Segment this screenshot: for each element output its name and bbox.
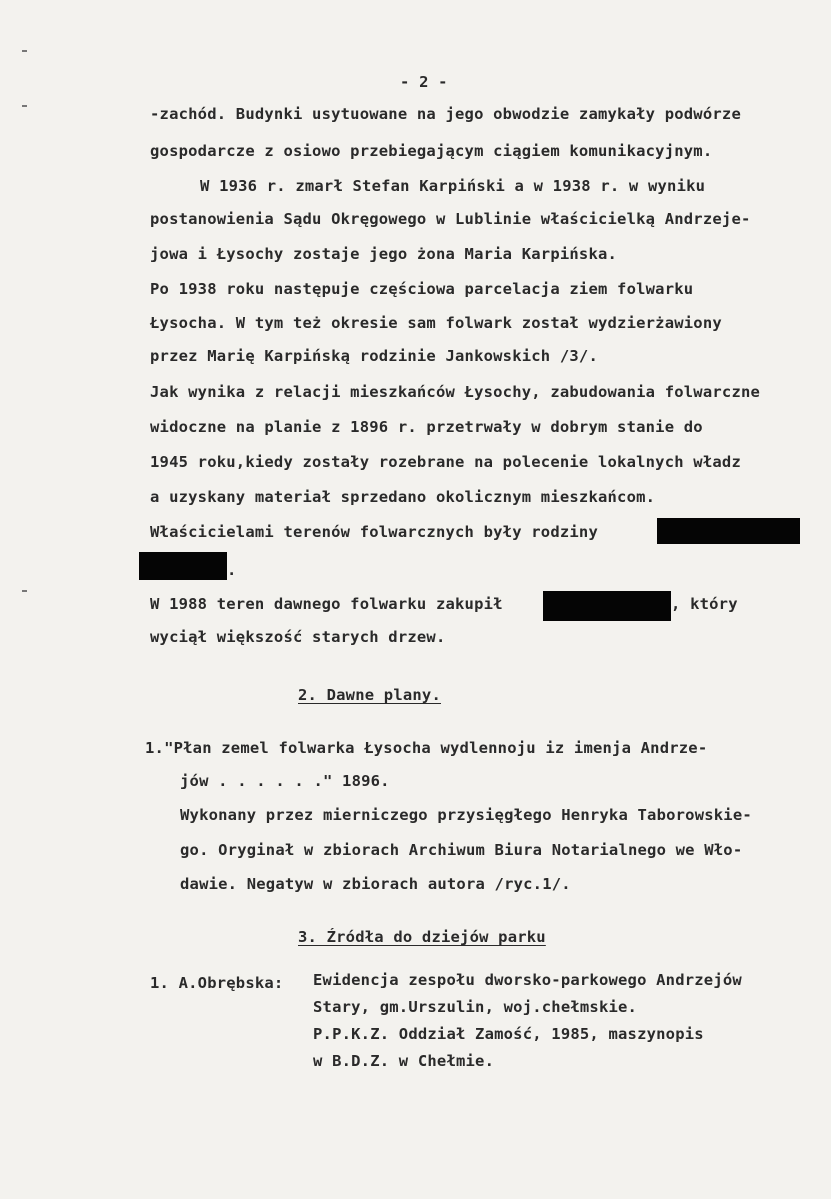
redaction-bar (139, 552, 227, 580)
list-item-line: Ewidencja zespołu dworsko-parkowego Andrzejów (313, 971, 742, 989)
list-item-line: P.P.K.Z. Oddział Zamość, 1985, maszynopis (313, 1025, 704, 1043)
text-line: -zachód. Budynki usytuowane na jego obwodzie zamykały podwórze (150, 105, 741, 123)
text-line: W 1988 teren dawnego folwarku zakupił (150, 595, 503, 613)
text-line: Łysocha. W tym też okresie sam folwark został wydzierżawiony (150, 314, 722, 332)
list-item-line: go. Oryginał w zbiorach Archiwum Biura Notarialnego we Wło- (180, 841, 743, 859)
text-line: . (227, 561, 237, 579)
text-line: przez Marię Karpińską rodzinie Jankowskich /3/. (150, 347, 598, 365)
text-line: W 1936 r. zmarł Stefan Karpiński a w 1938 r. w wyniku (200, 177, 706, 195)
text-line: 1945 roku,kiedy zostały rozebrane na polecenie lokalnych władz (150, 453, 741, 471)
margin-mark (22, 590, 27, 592)
section-heading: 3. Źródła do dziejów parku (298, 928, 546, 946)
text-line: wyciął większość starych drzew. (150, 628, 446, 646)
text-line: gospodarcze z osiowo przebiegającym ciągiem komunikacyjnym. (150, 142, 713, 160)
margin-mark (22, 50, 27, 52)
list-item-line: Stary, gm.Urszulin, woj.chełmskie. (313, 998, 638, 1016)
text-line: jowa i Łysochy zostaje jego żona Maria Karpińska. (150, 245, 618, 263)
text-line: Właścicielami terenów folwarcznych były rodziny (150, 523, 598, 541)
list-item-line: jów . . . . . ." 1896. (180, 772, 390, 790)
margin-mark (22, 105, 27, 107)
text-line: a uzyskany materiał sprzedano okolicznym mieszkańcom. (150, 488, 656, 506)
text-line: Po 1938 roku następuje częściowa parcelacja ziem folwarku (150, 280, 694, 298)
list-item-line: 1."Płan zemel folwarka Łysocha wydlennoju iz imenja Andrze- (145, 739, 708, 757)
page-number: - 2 - (400, 73, 448, 91)
text-line: Jak wynika z relacji mieszkańców Łysochy, zabudowania folwarczne (150, 383, 761, 401)
redaction-bar (657, 518, 800, 544)
text-line: widoczne na planie z 1896 r. przetrwały w dobrym stanie do (150, 418, 703, 436)
list-item-line: dawie. Negatyw w zbiorach autora /ryc.1/. (180, 875, 571, 893)
list-item-line: Wykonany przez mierniczego przysięgłego Henryka Taborowskie- (180, 806, 752, 824)
text-line: , który (671, 595, 738, 613)
section-heading: 2. Dawne plany. (298, 686, 441, 704)
redaction-bar (543, 591, 671, 621)
list-item-line: w B.D.Z. w Chełmie. (313, 1052, 495, 1070)
text-line: postanowienia Sądu Okręgowego w Lublinie właścicielką Andrzeje- (150, 210, 751, 228)
list-item-label: 1. A.Obrębska: (150, 974, 284, 992)
